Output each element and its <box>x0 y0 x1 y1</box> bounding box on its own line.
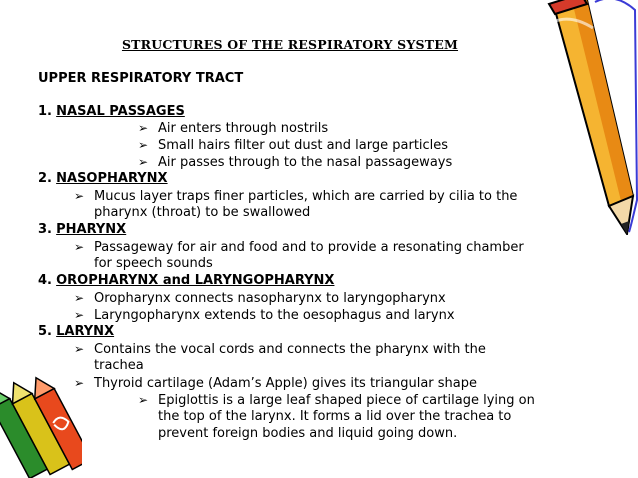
arrow-bullet-icon: ➢ <box>74 308 85 322</box>
page-title: STRUCTURES OF THE RESPIRATORY SYSTEM <box>121 37 459 52</box>
item-4-heading <box>38 273 334 289</box>
item-number: 3. <box>38 222 52 237</box>
item-5-bullet-3-cont-2: prevent foreign bodies and liquid going down. <box>158 426 458 441</box>
item-5-bullet-1: ➢ Contains the vocal cords and connects the pharynx with the <box>74 342 486 357</box>
item-5-bullet-1-cont: trachea <box>94 358 144 373</box>
item-label: LARYNX <box>56 324 115 339</box>
item-5-bullet-3: ➢ Epiglottis is a large leaf shaped piece of cartilage lying on <box>138 393 535 408</box>
item-2-heading <box>38 171 168 187</box>
arrow-bullet-icon: ➢ <box>74 189 85 203</box>
item-2-bullet-1-cont: pharynx (throat) to be swallowed <box>94 205 311 220</box>
item-1-heading <box>38 104 185 120</box>
crayons-icon <box>0 370 82 478</box>
arrow-bullet-icon: ➢ <box>74 376 85 390</box>
item-1-bullet-3: ➢ Air passes through to the nasal passageways <box>138 155 453 170</box>
item-number: 4. <box>38 273 52 288</box>
item-number: 1. <box>38 104 52 119</box>
arrow-bullet-icon: ➢ <box>138 121 149 135</box>
item-5-heading <box>38 324 114 340</box>
arrow-bullet-icon: ➢ <box>74 240 85 254</box>
item-3-bullet-1-cont: for speech sounds <box>94 256 213 271</box>
item-1-bullet-1: ➢ Air enters through nostrils <box>138 121 329 136</box>
item-number: 2. <box>38 171 52 186</box>
section-heading: UPPER RESPIRATORY TRACT <box>38 71 244 86</box>
item-5-bullet-3-cont-1: the top of the larynx. It forms a lid over the trachea to <box>158 409 512 424</box>
arrow-bullet-icon: ➢ <box>138 155 149 169</box>
item-label: NASAL PASSAGES <box>56 104 185 119</box>
item-label: NASOPHARYNX <box>56 171 168 186</box>
item-1-bullet-2: ➢ Small hairs filter out dust and large particles <box>138 138 449 153</box>
item-5-bullet-2: ➢ Thyroid cartilage (Adam’s Apple) gives its triangular shape <box>74 376 477 391</box>
item-3-bullet-1: ➢ Passageway for air and food and to provide a resonating chamber <box>74 240 524 255</box>
item-2-bullet-1: ➢ Mucus layer traps finer particles, which are carried by cilia to the <box>74 189 518 204</box>
item-number: 5. <box>38 324 52 339</box>
arrow-bullet-icon: ➢ <box>74 342 85 356</box>
item-label: OROPHARYNX and LARYNGOPHARYNX <box>56 273 335 288</box>
item-3-heading <box>38 222 126 238</box>
item-4-bullet-1: ➢ Oropharynx connects nasopharynx to laryngopharynx <box>74 291 446 306</box>
arrow-bullet-icon: ➢ <box>138 138 149 152</box>
item-4-bullet-2: ➢ Laryngopharynx extends to the oesophagus and larynx <box>74 308 455 323</box>
arrow-bullet-icon: ➢ <box>74 291 85 305</box>
arrow-bullet-icon: ➢ <box>138 393 149 407</box>
item-label: PHARYNX <box>56 222 127 237</box>
pencil-icon <box>535 0 638 235</box>
